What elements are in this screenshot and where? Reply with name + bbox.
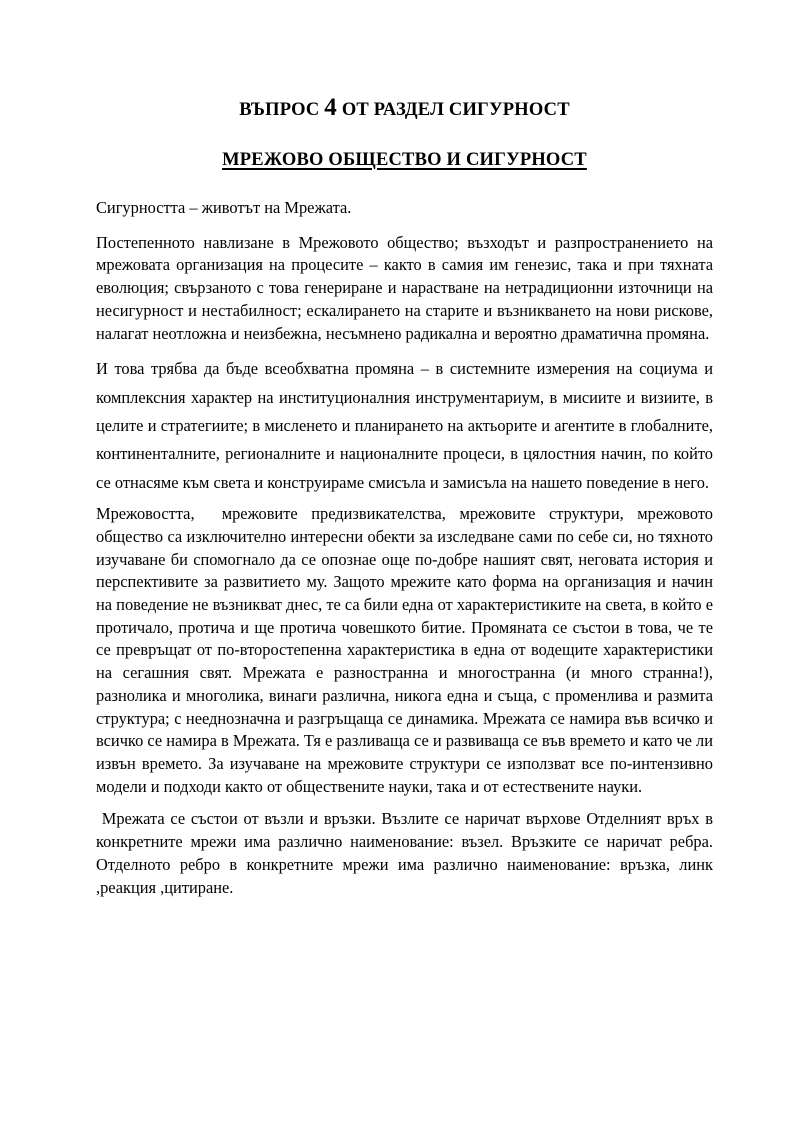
question-title bbox=[96, 96, 713, 122]
paragraph-2: Постепенното навлизане в Мрежовото общество; възходът и разпространението на мрежовата организация на процесите – както в самия им генезис, така и при тяхната еволюция; свързаното с това генериране и нарастване на нетрадиционни източници на несигурност и нестабилност; ескалирането на старите и възникването на нови рискове, налагат неотложна и неизбежна, несъмнено радикална и вероятно драматична промяна. bbox=[96, 232, 718, 343]
question-number: 4 bbox=[324, 94, 337, 121]
paragraph-3: И това трябва да бъде всеобхватна промяна – в системните измерения на социума и комплексния характер на институционалния инструментариум, в мисиите и визиите, в целите и стратегиите; в мисленето и планирането на актьорите и агентите в глобалните, континенталните, регионалните и националните процеси, в цялостния начин, по който се отнасяме към света и конструираме смисъла и замисъла на нашето поведение в него. bbox=[96, 359, 718, 492]
paragraph-4: Мрежовостта, мрежовите предизвикателства, мрежовите структури, мрежовото общество са изключително интересни обекти за изследване сами по себе си, но тяхното изучаване би спомогнало да се опознае още по-добре нашият свят, неговата история и перспективите за развитието му. Защото мрежите като форма на организация и начин на поведение не възникват днес, те са били една от характеристиките на света, в който е протичало, протича и ще протича човешкото битие. Промяната се състои в това, че те се превръщат от по-второстепенна характеристика в една от водещите характеристики на сегашния свят. Мрежата е разностранна и многостранна (и много странна!), разнолика и многолика, винаги различна, никога една и съща, с променлива и размита структура; с нееднозначна и разгръщаща се динамика. Мрежата се намира във всичко и всичко се намира в Мрежата. Тя е разливаща се и развиваща се във времето и като че ли извън времето. За изучаване на мрежовите структури се използват все по-интензивно модели и подходи както от обществените науки, така и от естествените науки. bbox=[96, 504, 718, 796]
question-title-prefix: ВЪПРОС bbox=[239, 100, 325, 120]
topic-title: МРЕЖОВО ОБЩЕСТВО И СИГУРНОСТ bbox=[222, 150, 587, 170]
paragraph-lead: Сигурността – животът на Мрежата. bbox=[96, 198, 352, 217]
question-title-suffix: ОТ РАЗДЕЛ СИГУРНОСТ bbox=[337, 100, 570, 120]
paragraph-5: Мрежата се състои от възли и връзки. Възлите се наричат върхове Отделният връх в конкретните мрежи има различно наименование: възел. Връзките се наричат ребра. Отделното ребро в конкретните мрежи има различно наименование: връзка, линк ,реакция ,цитиране. bbox=[96, 809, 718, 897]
